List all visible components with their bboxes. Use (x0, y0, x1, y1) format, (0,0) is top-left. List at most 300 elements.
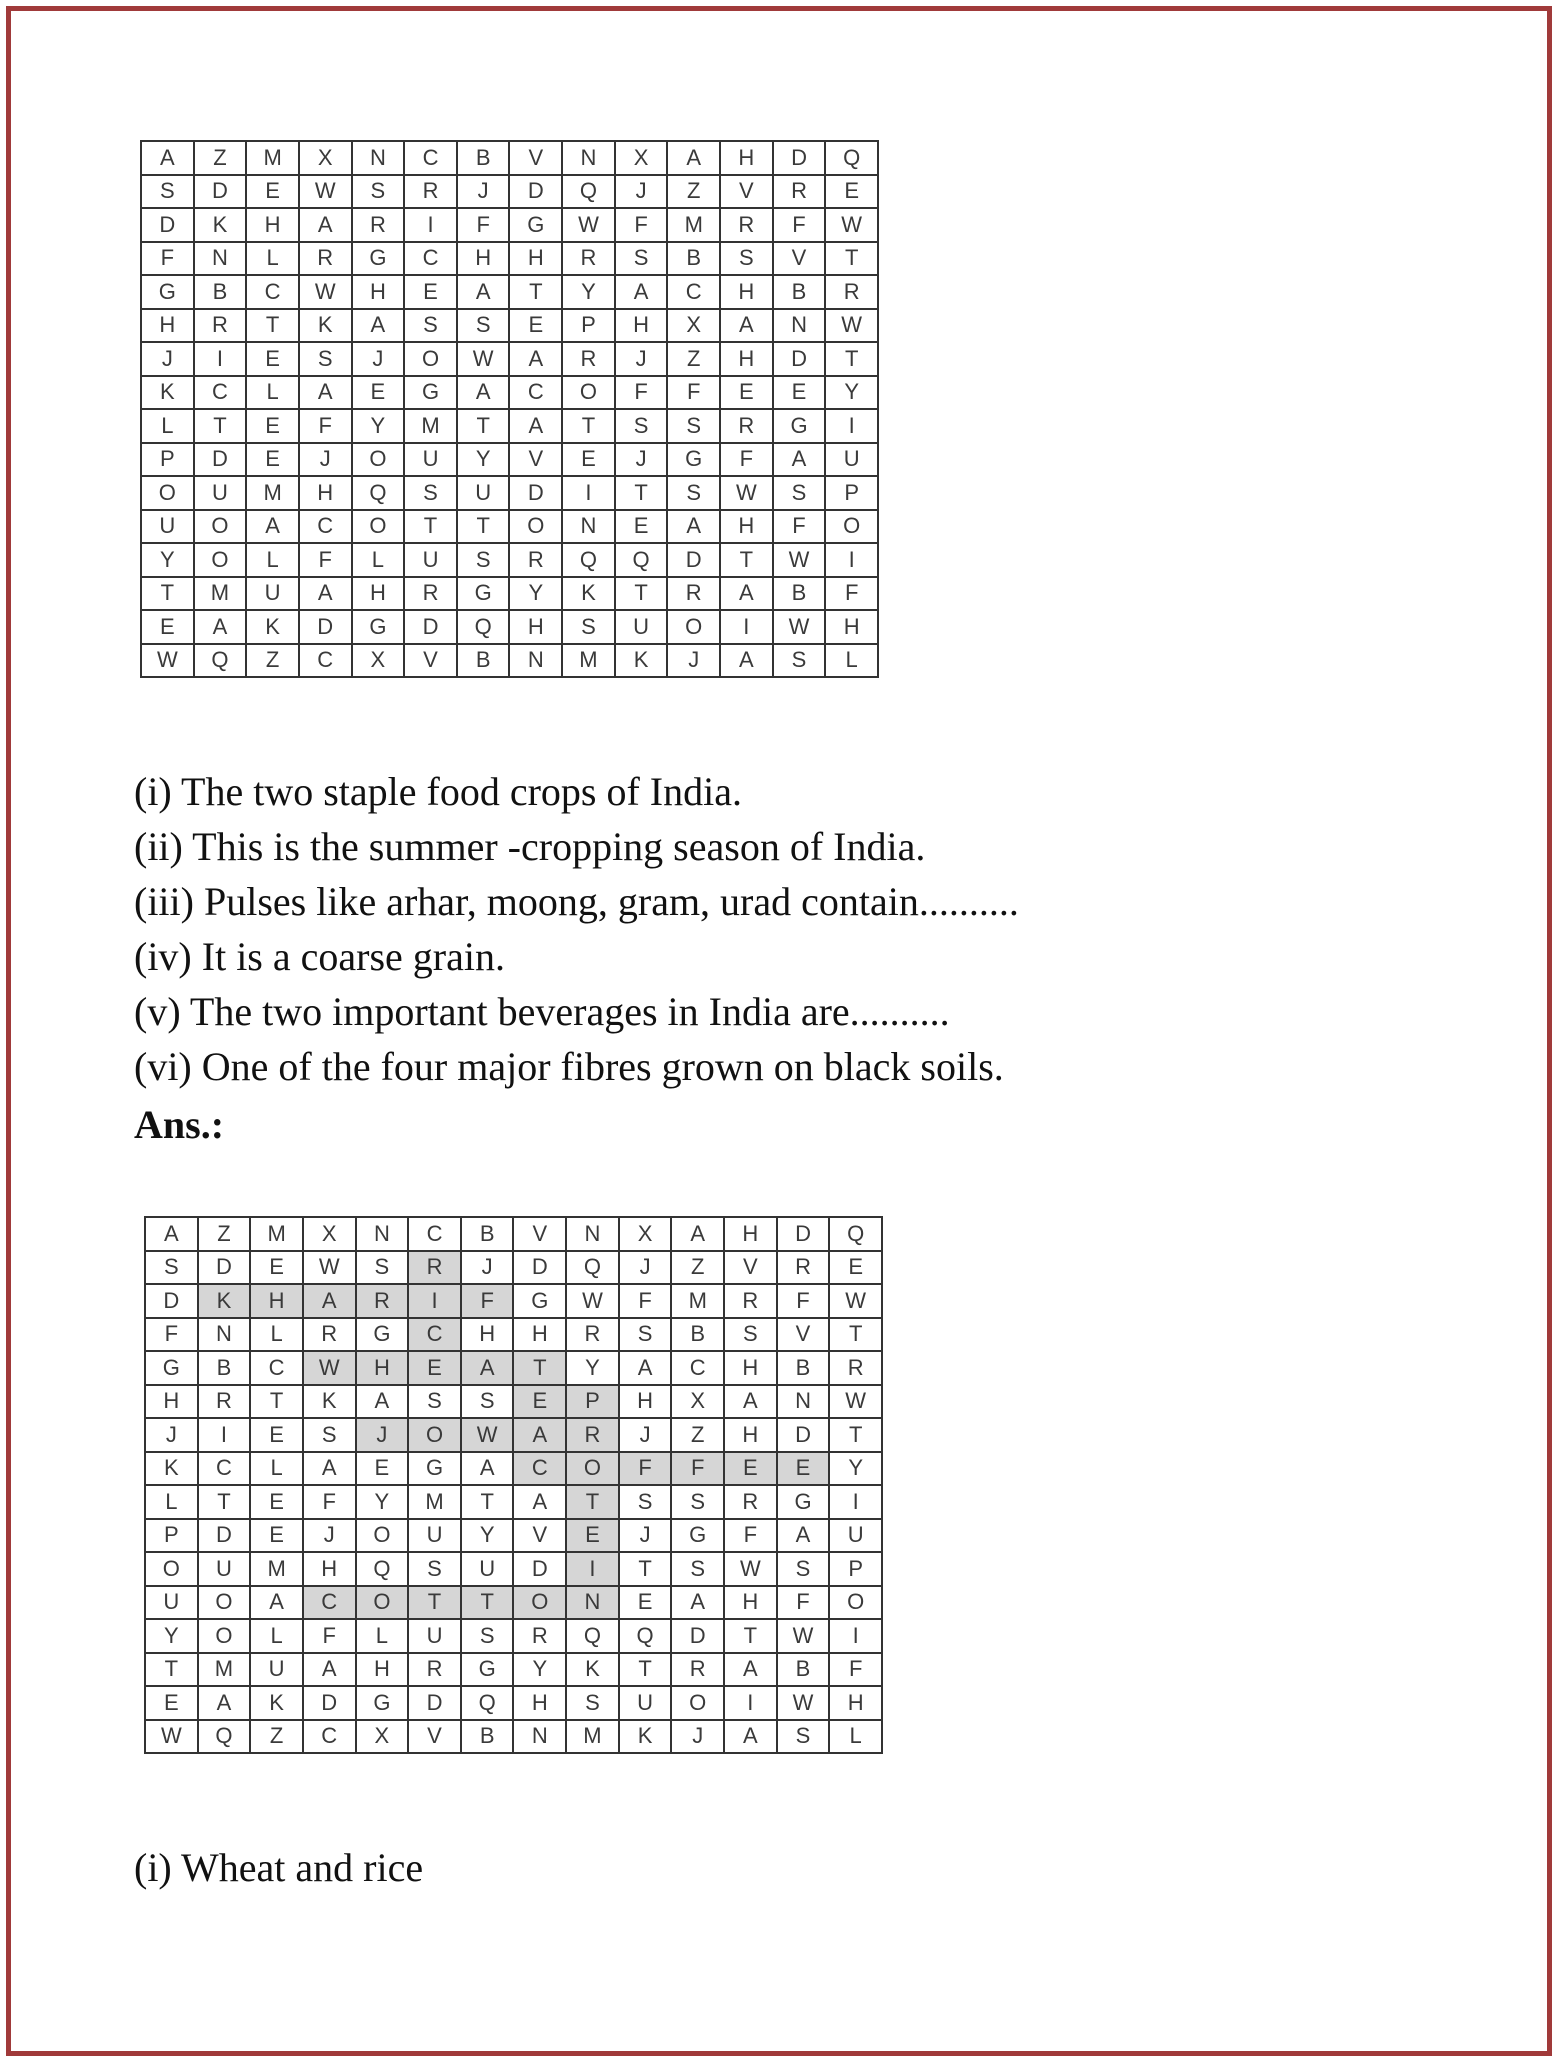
grid-cell: A (141, 141, 194, 175)
grid-cell: L (356, 1619, 409, 1653)
grid-row (145, 1519, 882, 1553)
grid-cell: E (352, 376, 405, 410)
grid-cell: P (141, 443, 194, 477)
grid-row (141, 443, 878, 477)
grid-cell: Q (825, 141, 878, 175)
grid-cell: E (619, 1586, 672, 1620)
grid-cell: M (671, 1284, 724, 1318)
grid-cell: D (141, 208, 194, 242)
grid-cell: E (250, 1251, 303, 1285)
grid-cell: G (509, 208, 562, 242)
grid-cell: W (299, 275, 352, 309)
grid-cell: S (671, 1552, 724, 1586)
grid-cell: F (615, 376, 668, 410)
grid-cell: H (141, 309, 194, 343)
grid-cell: K (250, 1686, 303, 1720)
grid-row (145, 1552, 882, 1586)
grid-cell: R (562, 342, 615, 376)
grid-cell: U (250, 1653, 303, 1687)
grid-cell: S (777, 1552, 830, 1586)
grid-cell: O (562, 376, 615, 410)
grid-cell: F (615, 208, 668, 242)
grid-cell: T (194, 409, 247, 443)
grid-row (145, 1318, 882, 1352)
grid-cell: G (513, 1284, 566, 1318)
grid-cell: D (299, 610, 352, 644)
grid-cell: I (198, 1418, 251, 1452)
grid-cell: A (198, 1686, 251, 1720)
grid-cell: O (829, 1586, 882, 1620)
grid-cell: O (667, 610, 720, 644)
grid-cell: S (619, 1318, 672, 1352)
grid-cell: R (667, 577, 720, 611)
grid-cell: M (246, 141, 299, 175)
question-2: (ii) This is the summer -cropping season of India. (134, 824, 926, 869)
grid-cell: A (461, 1351, 514, 1385)
grid-cell: G (457, 577, 510, 611)
grid-cell: W (457, 342, 510, 376)
grid-cell: H (724, 1418, 777, 1452)
grid-cell: M (250, 1217, 303, 1251)
grid-cell: F (825, 577, 878, 611)
grid-cell: K (566, 1653, 619, 1687)
grid-cell: Z (667, 175, 720, 209)
grid-cell: F (777, 1284, 830, 1318)
answer-1: (i) Wheat and rice (134, 1845, 424, 1890)
grid-cell: E (509, 309, 562, 343)
grid-cell: B (667, 242, 720, 276)
grid-cell: H (145, 1385, 198, 1419)
grid-cell: A (724, 1653, 777, 1687)
grid-cell: W (777, 1619, 830, 1653)
grid-cell: U (145, 1586, 198, 1620)
grid-cell: U (825, 443, 878, 477)
grid-cell: F (773, 208, 826, 242)
grid-cell: G (356, 1318, 409, 1352)
grid-cell: R (724, 1485, 777, 1519)
grid-row (145, 1284, 882, 1318)
grid-cell: V (509, 141, 562, 175)
grid-cell: C (404, 242, 457, 276)
grid-cell: A (720, 644, 773, 678)
grid-cell: S (303, 1418, 356, 1452)
grid-cell: L (829, 1720, 882, 1754)
grid-cell: O (141, 476, 194, 510)
grid-cell: E (250, 1519, 303, 1553)
grid-cell: E (408, 1351, 461, 1385)
grid-cell: A (671, 1586, 724, 1620)
grid-cell: W (724, 1552, 777, 1586)
grid-cell: A (724, 1720, 777, 1754)
grid-cell: D (408, 1686, 461, 1720)
grid-cell: I (829, 1619, 882, 1653)
grid-cell: F (667, 376, 720, 410)
grid-cell: D (777, 1418, 830, 1452)
grid-cell: V (513, 1519, 566, 1553)
grid-cell: A (720, 577, 773, 611)
grid-cell: C (404, 141, 457, 175)
grid-cell: U (198, 1552, 251, 1586)
grid-cell: Q (461, 1686, 514, 1720)
grid-cell: F (720, 443, 773, 477)
grid-cell: O (198, 1586, 251, 1620)
grid-cell: F (724, 1519, 777, 1553)
grid-row (145, 1686, 882, 1720)
grid-cell: A (667, 510, 720, 544)
grid-cell: P (562, 309, 615, 343)
grid-cell: T (404, 510, 457, 544)
grid-cell: H (461, 1318, 514, 1352)
grid-cell: Q (198, 1720, 251, 1754)
grid-cell: X (356, 1720, 409, 1754)
grid-cell: L (250, 1318, 303, 1352)
grid-cell: M (408, 1485, 461, 1519)
grid-cell: C (303, 1720, 356, 1754)
grid-cell: B (198, 1351, 251, 1385)
grid-cell: H (724, 1586, 777, 1620)
grid-cell: H (352, 275, 405, 309)
grid-cell: H (509, 610, 562, 644)
grid-cell: H (720, 141, 773, 175)
grid-cell: X (352, 644, 405, 678)
grid-cell: F (671, 1452, 724, 1486)
grid-cell: O (513, 1586, 566, 1620)
grid-cell: A (513, 1485, 566, 1519)
grid-cell: C (198, 1452, 251, 1486)
grid-cell: T (145, 1653, 198, 1687)
grid-cell: Y (457, 443, 510, 477)
grid-cell: F (619, 1284, 672, 1318)
grid-cell: M (667, 208, 720, 242)
grid-cell: O (509, 510, 562, 544)
grid-cell: J (141, 342, 194, 376)
grid-cell: D (509, 175, 562, 209)
grid-cell: Y (141, 543, 194, 577)
grid-cell: R (404, 175, 457, 209)
grid-cell: A (299, 376, 352, 410)
grid-cell: S (408, 1385, 461, 1419)
grid-cell: R (352, 208, 405, 242)
grid-cell: R (671, 1653, 724, 1687)
grid-cell: D (404, 610, 457, 644)
grid-cell: K (615, 644, 668, 678)
grid-cell: Z (194, 141, 247, 175)
grid-cell: D (194, 175, 247, 209)
grid-cell: V (408, 1720, 461, 1754)
grid-cell: J (615, 342, 668, 376)
grid-cell: A (457, 376, 510, 410)
question-6: (vi) One of the four major fibres grown on black soils. (134, 1044, 1004, 1089)
grid-cell: H (720, 510, 773, 544)
grid-cell: T (615, 577, 668, 611)
grid-cell: V (513, 1217, 566, 1251)
grid-cell: F (141, 242, 194, 276)
grid-cell: X (303, 1217, 356, 1251)
question-5: (v) The two important beverages in India are.......... (134, 989, 950, 1034)
grid-cell: D (773, 141, 826, 175)
grid-cell: C (299, 510, 352, 544)
grid-cell: P (145, 1519, 198, 1553)
grid-cell: J (667, 644, 720, 678)
grid-cell: W (773, 543, 826, 577)
grid-cell: F (303, 1619, 356, 1653)
grid-cell: K (299, 309, 352, 343)
grid-row (141, 510, 878, 544)
grid-cell: K (619, 1720, 672, 1754)
grid-row (141, 141, 878, 175)
grid-cell: Q (829, 1217, 882, 1251)
grid-cell: N (773, 309, 826, 343)
grid-cell: J (615, 443, 668, 477)
grid-cell: U (408, 1619, 461, 1653)
grid-cell: T (724, 1619, 777, 1653)
grid-cell: I (562, 476, 615, 510)
grid-cell: R (303, 1318, 356, 1352)
grid-row (141, 208, 878, 242)
grid-cell: A (773, 443, 826, 477)
grid-cell: Y (829, 1452, 882, 1486)
grid-cell: T (825, 242, 878, 276)
grid-row (141, 543, 878, 577)
grid-cell: J (619, 1251, 672, 1285)
grid-cell: O (198, 1619, 251, 1653)
grid-cell: K (198, 1284, 251, 1318)
grid-cell: D (667, 543, 720, 577)
grid-cell: T (408, 1586, 461, 1620)
grid-row (145, 1720, 882, 1754)
grid-cell: A (145, 1217, 198, 1251)
grid-cell: W (777, 1686, 830, 1720)
grid-cell: M (566, 1720, 619, 1754)
grid-cell: B (457, 644, 510, 678)
grid-cell: N (198, 1318, 251, 1352)
grid-cell: U (461, 1552, 514, 1586)
grid-cell: A (615, 275, 668, 309)
grid-cell: H (513, 1318, 566, 1352)
grid-cell: N (562, 141, 615, 175)
grid-cell: W (720, 476, 773, 510)
grid-cell: D (509, 476, 562, 510)
grid-cell: S (724, 1318, 777, 1352)
grid-cell: H (619, 1385, 672, 1419)
grid-cell: H (299, 476, 352, 510)
grid-cell: D (777, 1217, 830, 1251)
grid-cell: N (194, 242, 247, 276)
grid-cell: C (671, 1351, 724, 1385)
grid-cell: C (303, 1586, 356, 1620)
grid-cell: S (615, 242, 668, 276)
grid-cell: Q (566, 1251, 619, 1285)
grid-cell: S (720, 242, 773, 276)
grid-cell: X (619, 1217, 672, 1251)
grid-cell: A (303, 1284, 356, 1318)
grid-cell: R (825, 275, 878, 309)
grid-cell: V (724, 1251, 777, 1285)
grid-cell: T (829, 1318, 882, 1352)
grid-cell: A (194, 610, 247, 644)
grid-cell: A (246, 510, 299, 544)
grid-cell: Y (513, 1653, 566, 1687)
grid-cell: W (303, 1351, 356, 1385)
grid-cell: S (356, 1251, 409, 1285)
grid-row (145, 1485, 882, 1519)
grid-cell: A (671, 1217, 724, 1251)
grid-cell: S (619, 1485, 672, 1519)
grid-cell: A (299, 577, 352, 611)
grid-row (145, 1619, 882, 1653)
grid-cell: E (246, 175, 299, 209)
grid-cell: E (720, 376, 773, 410)
grid-cell: S (773, 476, 826, 510)
grid-cell: A (303, 1452, 356, 1486)
grid-cell: L (250, 1619, 303, 1653)
grid-cell: P (825, 476, 878, 510)
grid-cell: A (356, 1385, 409, 1419)
grid-cell: U (408, 1519, 461, 1553)
grid-cell: O (408, 1418, 461, 1452)
grid-cell: D (773, 342, 826, 376)
grid-cell: H (250, 1284, 303, 1318)
grid-cell: C (250, 1351, 303, 1385)
grid-cell: Y (352, 409, 405, 443)
grid-cell: J (619, 1418, 672, 1452)
grid-cell: S (566, 1686, 619, 1720)
grid-cell: E (356, 1452, 409, 1486)
grid-cell: O (671, 1686, 724, 1720)
grid-cell: L (246, 376, 299, 410)
grid-cell: E (250, 1418, 303, 1452)
grid-cell: H (356, 1351, 409, 1385)
grid-cell: E (829, 1251, 882, 1285)
grid-cell: T (720, 543, 773, 577)
grid-cell: U (141, 510, 194, 544)
grid-cell: R (513, 1619, 566, 1653)
grid-cell: A (509, 409, 562, 443)
grid-cell: Q (356, 1552, 409, 1586)
grid-cell: O (825, 510, 878, 544)
grid-cell: T (829, 1418, 882, 1452)
grid-cell: J (457, 175, 510, 209)
grid-cell: L (141, 409, 194, 443)
grid-cell: T (615, 476, 668, 510)
grid-cell: U (404, 443, 457, 477)
grid-row (145, 1653, 882, 1687)
grid-cell: S (671, 1485, 724, 1519)
grid-cell: R (299, 242, 352, 276)
grid-cell: O (194, 510, 247, 544)
grid-cell: F (457, 208, 510, 242)
grid-cell: Q (457, 610, 510, 644)
grid-cell: B (461, 1720, 514, 1754)
grid-cell: U (829, 1519, 882, 1553)
grid-cell: Z (250, 1720, 303, 1754)
grid-cell: E (250, 1485, 303, 1519)
grid-cell: R (404, 577, 457, 611)
grid-cell: S (667, 476, 720, 510)
grid-cell: I (720, 610, 773, 644)
grid-cell: U (615, 610, 668, 644)
grid-cell: W (145, 1720, 198, 1754)
grid-row (141, 476, 878, 510)
grid-cell: A (509, 342, 562, 376)
grid-cell: O (352, 443, 405, 477)
grid-cell: B (773, 577, 826, 611)
grid-cell: A (619, 1351, 672, 1385)
grid-cell: K (246, 610, 299, 644)
grid-cell: H (825, 610, 878, 644)
grid-cell: C (509, 376, 562, 410)
grid-cell: S (457, 543, 510, 577)
grid-cell: O (145, 1552, 198, 1586)
grid-cell: X (667, 309, 720, 343)
grid-cell: B (777, 1351, 830, 1385)
grid-cell: W (829, 1385, 882, 1419)
grid-cell: L (246, 242, 299, 276)
grid-cell: K (562, 577, 615, 611)
grid-cell: Q (352, 476, 405, 510)
grid-cell: X (671, 1385, 724, 1419)
grid-cell: H (352, 577, 405, 611)
word-search-answer-grid (144, 1216, 883, 1754)
grid-cell: B (773, 275, 826, 309)
grid-cell: P (566, 1385, 619, 1419)
grid-cell: I (829, 1485, 882, 1519)
grid-cell: T (457, 409, 510, 443)
grid-cell: D (198, 1251, 251, 1285)
grid-cell: D (513, 1251, 566, 1285)
grid-cell: Z (667, 342, 720, 376)
grid-cell: T (513, 1351, 566, 1385)
grid-cell: D (194, 443, 247, 477)
grid-cell: Y (509, 577, 562, 611)
grid-cell: Q (194, 644, 247, 678)
grid-cell: S (562, 610, 615, 644)
grid-cell: U (194, 476, 247, 510)
grid-cell: D (671, 1619, 724, 1653)
grid-cell: G (773, 409, 826, 443)
grid-cell: Y (562, 275, 615, 309)
grid-cell: N (562, 510, 615, 544)
grid-cell: R (408, 1653, 461, 1687)
grid-cell: E (145, 1686, 198, 1720)
grid-cell: Y (356, 1485, 409, 1519)
grid-cell: Z (246, 644, 299, 678)
grid-cell: Z (198, 1217, 251, 1251)
grid-cell: N (566, 1217, 619, 1251)
grid-row (145, 1385, 882, 1419)
grid-cell: K (145, 1452, 198, 1486)
grid-cell: E (777, 1452, 830, 1486)
grid-cell: F (773, 510, 826, 544)
grid-cell: I (566, 1552, 619, 1586)
grid-row (141, 610, 878, 644)
grid-cell: E (825, 175, 878, 209)
grid-cell: M (194, 577, 247, 611)
grid-row (145, 1251, 882, 1285)
grid-cell: H (724, 1351, 777, 1385)
grid-row (145, 1351, 882, 1385)
grid-row (141, 242, 878, 276)
grid-cell: M (246, 476, 299, 510)
grid-cell: S (408, 1552, 461, 1586)
grid-cell: W (825, 309, 878, 343)
grid-cell: A (461, 1452, 514, 1486)
grid-cell: A (777, 1519, 830, 1553)
grid-cell: N (513, 1720, 566, 1754)
grid-cell: U (404, 543, 457, 577)
grid-cell: R (720, 208, 773, 242)
grid-cell: R (777, 1251, 830, 1285)
